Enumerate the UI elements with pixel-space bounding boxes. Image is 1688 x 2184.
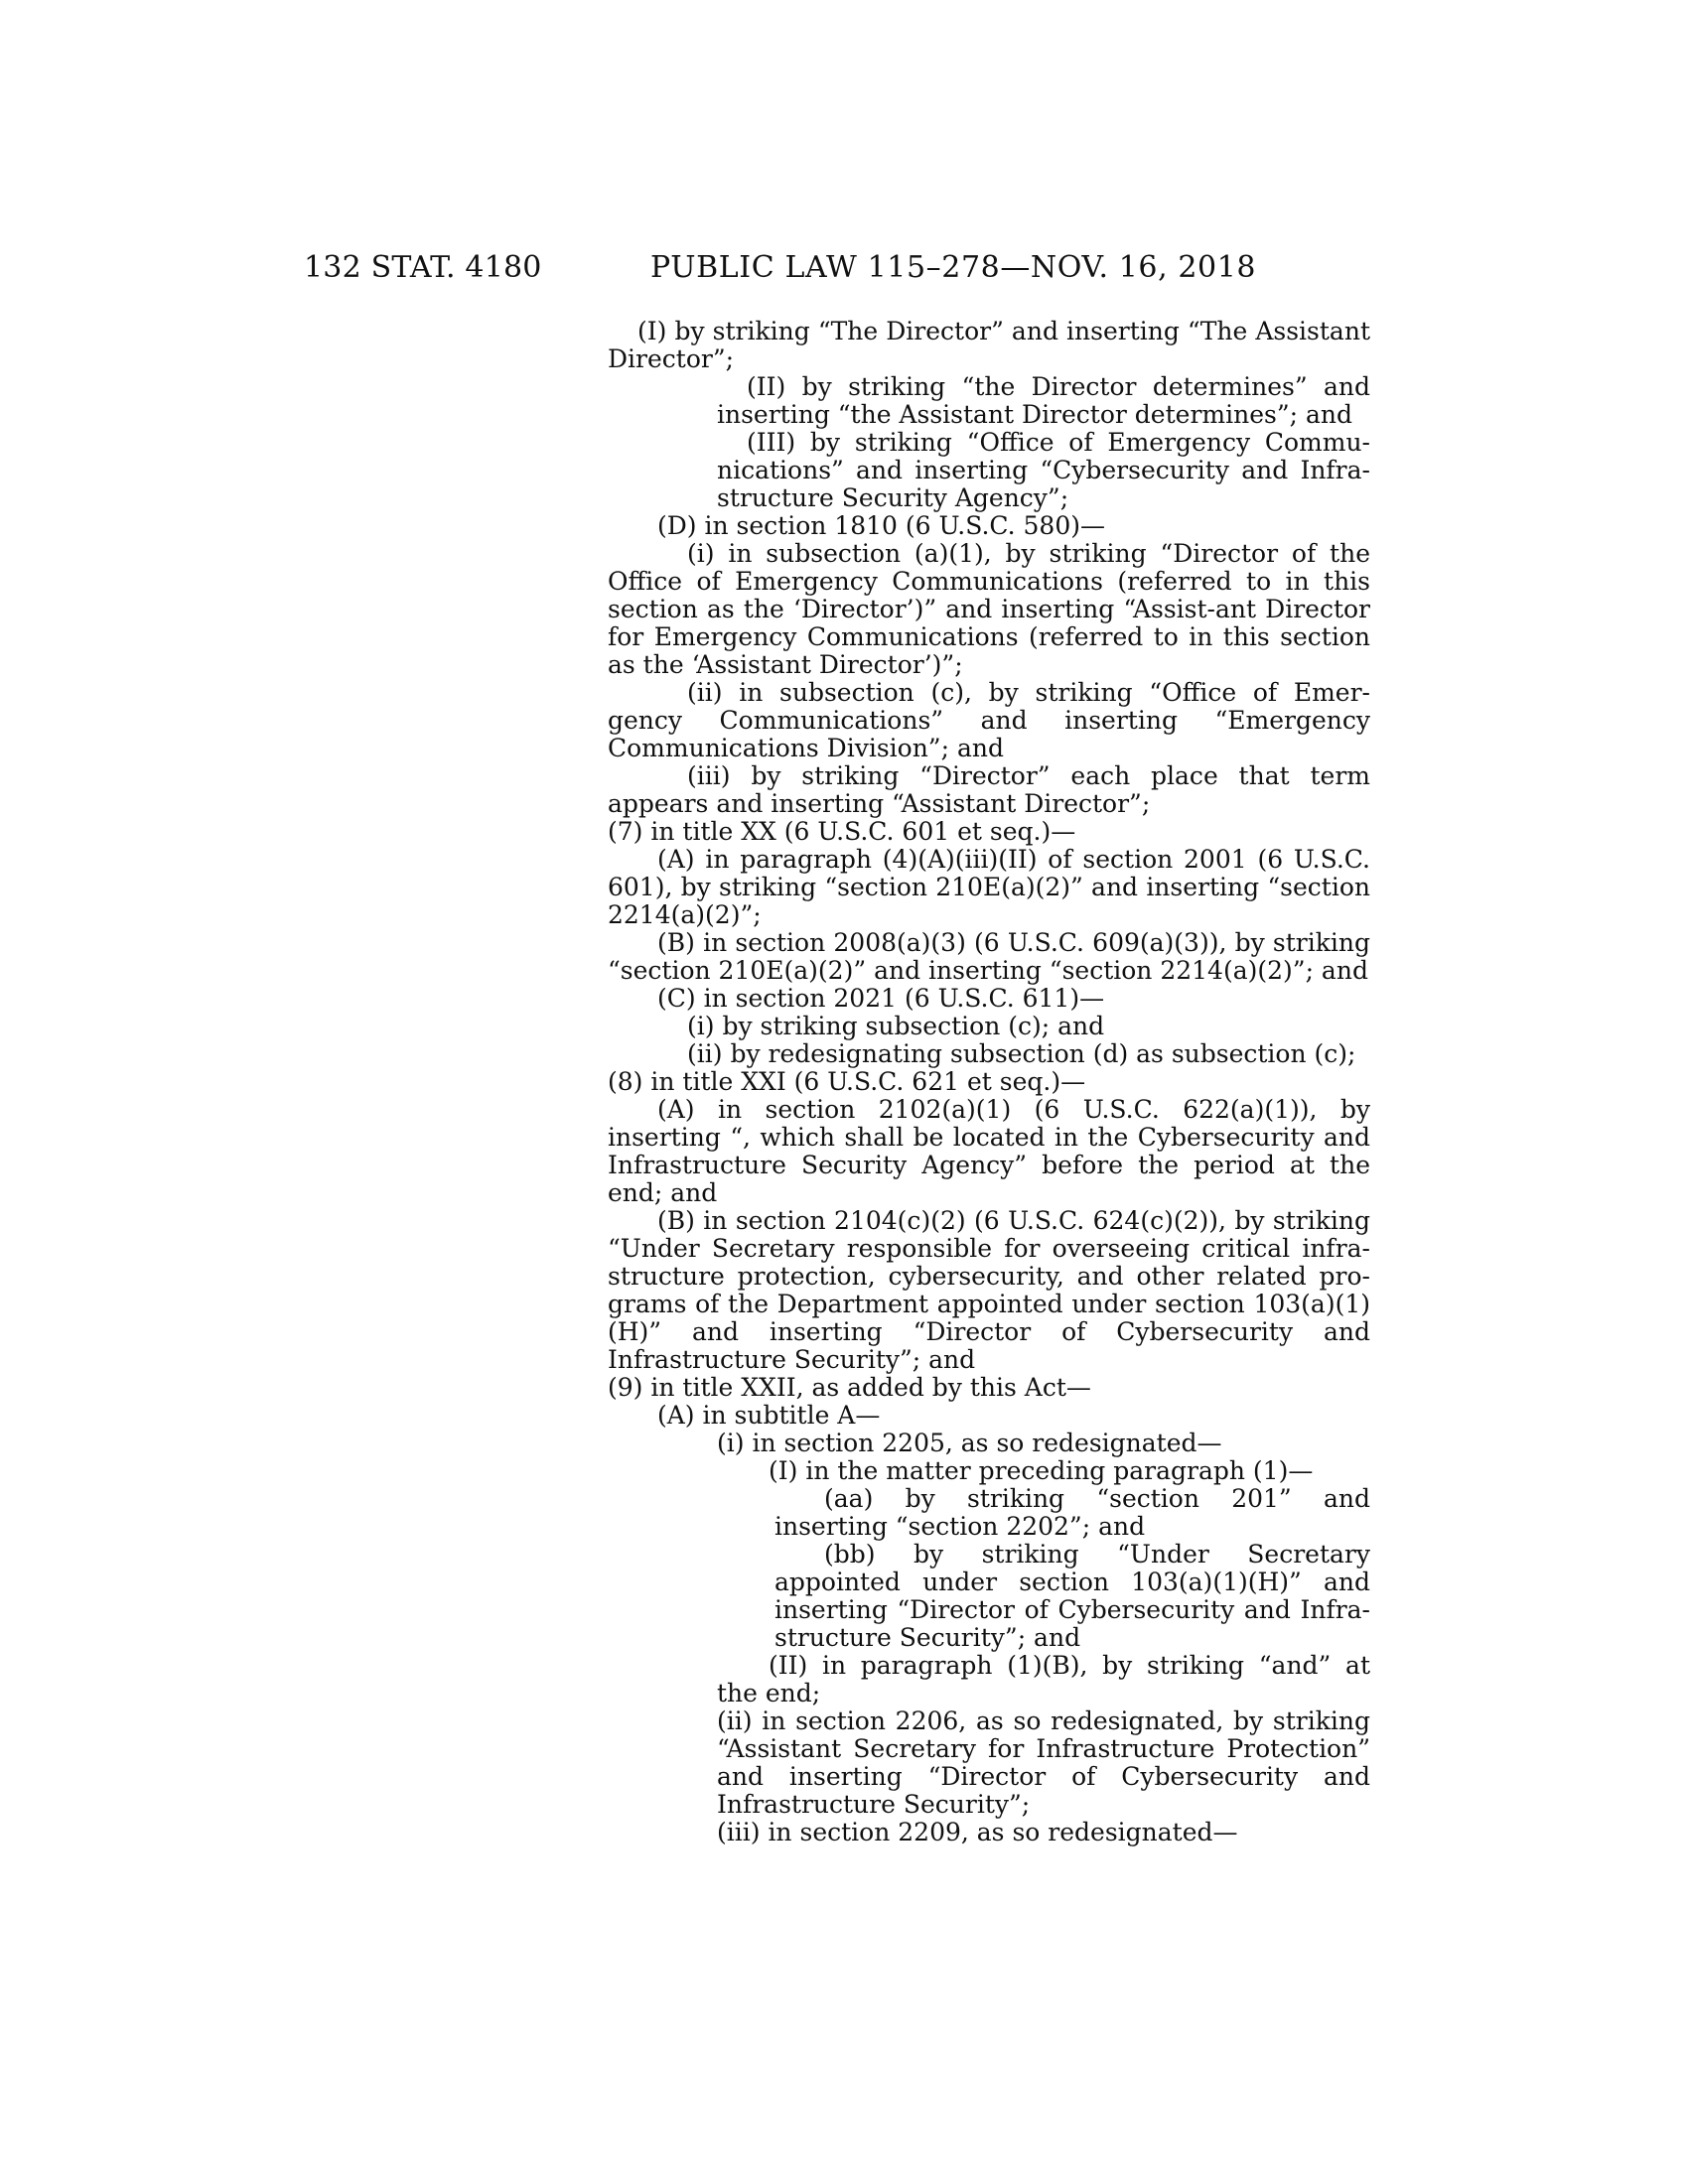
clause-7C-ii: (ii) by redesignating subsection (d) as subsection (c); (687, 1039, 1356, 1068)
clause-i-subsection-a1: (i) in subsection (a)(1), by striking “Director of the Office of Emergency Communications (referred to in this section as the ‘Director’)” and inserting “Assist-ant Director for Emergency Communications (referred to in this section as the ‘Assistant Director’)”; (608, 539, 1370, 679)
clause-I-director: (I) by striking “The Director” and inserting “The Assistant Director”; (608, 317, 1370, 373)
running-head-title: PUBLIC LAW 115–278—NOV. 16, 2018 (650, 250, 1257, 285)
subclause-9A-i-II: (II) in paragraph (1)(B), by striking “and” at the end; (717, 1651, 1370, 1707)
item-aa: (aa) by striking “section 201” and inserting “section 2202”; and (774, 1484, 1370, 1541)
clause-9A-ii: (ii) in section 2206, as so redesignated, by striking “Assistant Secretary for Infrastructure Protection” and inserting “Director of Cybersecurity and Infrastructure Security”; (717, 1706, 1370, 1819)
document-body (608, 318, 1370, 1846)
subparagraph-8A: (A) in section 2102(a)(1) (6 U.S.C. 622(a)(1)), by inserting “, which shall be located in the Cybersecurity and Infrastructure Security Agency” before the period at the end; and (608, 1095, 1370, 1207)
statute-citation: 132 STAT. 4180 (304, 250, 542, 285)
subclause-9A-i-I: (I) in the matter preceding paragraph (1)— (769, 1456, 1314, 1485)
clause-III-office: (III) by striking “Office of Emergency Commu-nications” and inserting “Cybersecurity and Infra-structure Security Agency”; (717, 428, 1370, 512)
clause-7C-i: (i) by striking subsection (c); and (687, 1012, 1105, 1040)
paragraph-9: (9) in title XXII, as added by this Act— (608, 1373, 1091, 1402)
subparagraph-9A: (A) in subtitle A— (657, 1401, 881, 1430)
clause-II-determines: (II) by striking “the Director determines” and inserting “the Assistant Director determines”; and (717, 372, 1370, 429)
paragraph-7: (7) in title XX (6 U.S.C. 601 et seq.)— (608, 817, 1076, 846)
clause-iii-director: (iii) by striking “Director” each place that term appears and inserting “Assistant Director”; (608, 761, 1370, 818)
item-bb: (bb) by striking “Under Secretary appointed under section 103(a)(1)(H)” and inserting “Director of Cybersecurity and Infra-structure Security”; and (774, 1540, 1370, 1652)
clause-9A-i: (i) in section 2205, as so redesignated— (717, 1429, 1222, 1457)
subparagraph-D: (D) in section 1810 (6 U.S.C. 580)— (657, 511, 1105, 540)
subparagraph-8B: (B) in section 2104(c)(2) (6 U.S.C. 624(c)(2)), by striking “Under Secretary responsible for overseeing critical infra-structure protection, cybersecurity, and other related pro-grams of the Department appointed under section 103(a)(1)(H)” and inserting “Director of Cybersecurity and Infrastructure Security”; and (608, 1206, 1370, 1374)
clause-ii-subsection-c: (ii) in subsection (c), by striking “Office of Emer-gency Communications” and inserting “Emergency Communications Division”; and (608, 678, 1370, 762)
paragraph-8: (8) in title XXI (6 U.S.C. 621 et seq.)— (608, 1067, 1086, 1096)
subparagraph-7A: (A) in paragraph (4)(A)(iii)(II) of section 2001 (6 U.S.C. 601), by striking “section 210E(a)(2)” and inserting “section 2214(a)(2)”; (608, 845, 1370, 929)
clause-9A-iii: (iii) in section 2209, as so redesignated— (717, 1818, 1238, 1846)
subparagraph-7C: (C) in section 2021 (6 U.S.C. 611)— (657, 984, 1105, 1013)
subparagraph-7B: (B) in section 2008(a)(3) (6 U.S.C. 609(a)(3)), by striking “section 210E(a)(2)” and inserting “section 2214(a)(2)”; and (608, 928, 1370, 985)
